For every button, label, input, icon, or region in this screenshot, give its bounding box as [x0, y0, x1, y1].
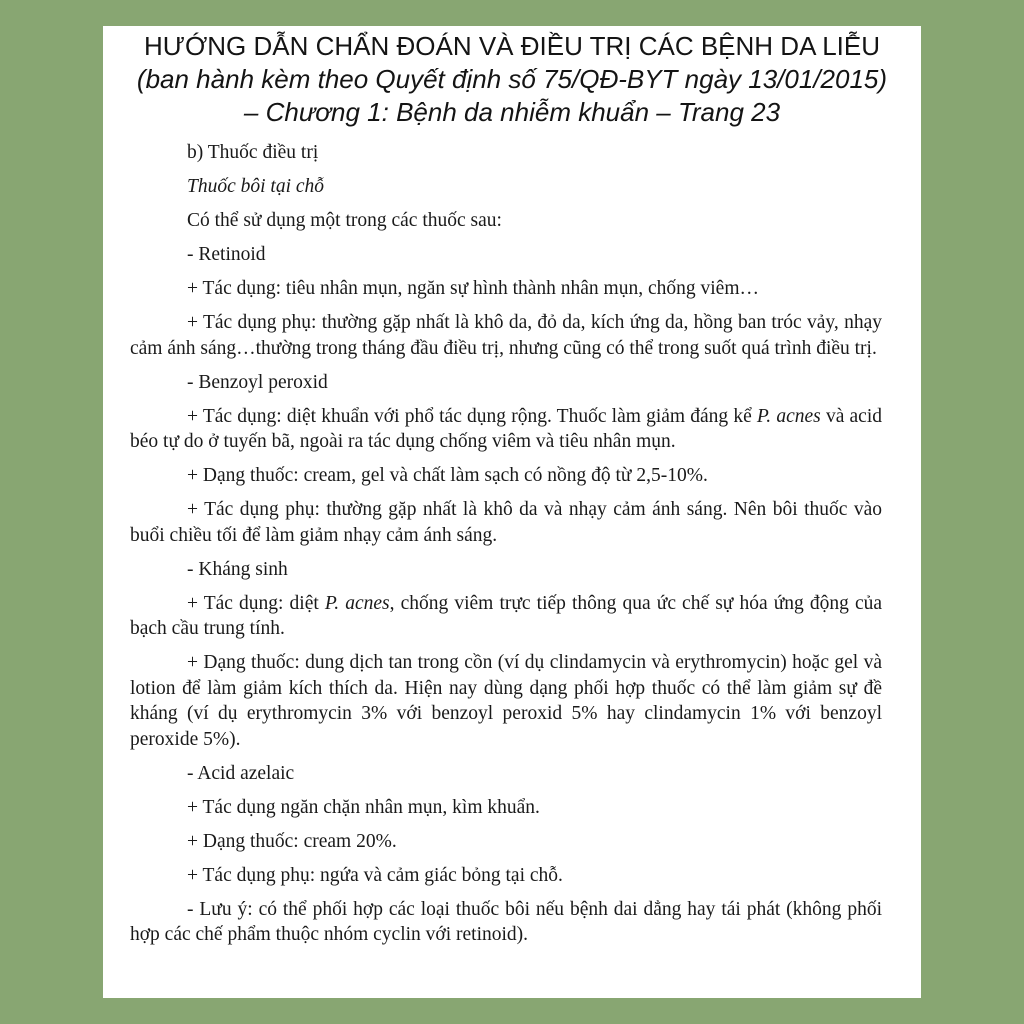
azelaic-form: + Dạng thuốc: cream 20%. — [187, 830, 397, 852]
section-heading: b) Thuốc điều trị — [187, 142, 319, 163]
antibiotic-title: - Kháng sinh — [187, 558, 288, 580]
azelaic-side-effect: + Tác dụng phụ: ngứa và cảm giác bỏng tại chỗ. — [187, 864, 563, 886]
subheading: Thuốc bôi tại chỗ — [187, 176, 325, 197]
benzoyl-effect-part-a: + Tác dụng: diệt khuẩn với phổ tác dụng rộng. Thuốc làm giảm đáng kể — [187, 405, 757, 427]
retinoid-side-effect: + Tác dụng phụ: thường gặp nhất là khô da, đỏ da, kích ứng da, hồng ban tróc vảy, nhạy cảm ánh sáng…thường trong tháng đầu điều trị, nhưng cũng có thể trong suốt quá trình điều trị. — [130, 312, 882, 359]
note-text: - Lưu ý: có thể phối hợp các loại thuốc bôi nếu bệnh dai dẳng hay tái phát (không phối hợp các chế phẩm thuộc nhóm cyclin với retinoid). — [130, 898, 882, 945]
antibiotic-effect-part-b: , chống viêm trực tiếp thông qua ức chế sự hóa ứng động của bạch cầu trung tính. — [130, 592, 883, 639]
intro-text: Có thể sử dụng một trong các thuốc sau: — [187, 210, 502, 231]
document-body — [130, 140, 882, 948]
azelaic-effect: + Tác dụng ngăn chặn nhân mụn, kìm khuẩn. — [187, 796, 540, 818]
retinoid-title: - Retinoid — [187, 244, 266, 265]
header-chapter: – Chương 1: Bệnh da nhiễm khuẩn – Trang 23 — [243, 97, 781, 127]
benzoyl-side-effect: + Tác dụng phụ: thường gặp nhất là khô da và nhạy cảm ánh sáng. Nên bôi thuốc vào buổi chiều tối để làm giảm nhạy cảm ánh sáng. — [130, 499, 882, 546]
azelaic-title: - Acid azelaic — [187, 762, 295, 784]
benzoyl-effect — [130, 404, 882, 455]
document-page — [103, 26, 921, 998]
antibiotic-form: + Dạng thuốc: dung dịch tan trong cồn (ví dụ clindamycin và erythromycin) hoặc gel và lotion để làm giảm kích thích da. Hiện nay dùng dạng phối hợp thuốc có thể làm giảm sự đề kháng (ví dụ erythromycin 3% với benzoyl peroxid 5% hay clindamycin 1% với benzoyl peroxide 5%). — [130, 652, 882, 750]
header-decision: (ban hành kèm theo Quyết định số 75/QĐ-BYT ngày 13/01/2015) — [136, 64, 888, 94]
benzoyl-title: - Benzoyl peroxid — [187, 371, 328, 393]
antibiotic-effect-part-a: + Tác dụng: diệt — [187, 592, 325, 614]
benzoyl-effect-part-b: và acid béo tự do ở tuyến bã, ngoài ra tác dụng chống viêm và tiêu nhân mụn. — [130, 405, 883, 452]
antibiotic-effect — [130, 591, 882, 642]
document-header — [103, 26, 921, 129]
header-title: HƯỚNG DẪN CHẨN ĐOÁN VÀ ĐIỀU TRỊ CÁC BỆNH DA LIỄU — [143, 31, 881, 61]
benzoyl-form: + Dạng thuốc: cream, gel và chất làm sạch có nồng độ từ 2,5-10%. — [187, 465, 708, 486]
benzoyl-effect-organism: P. acnes — [756, 405, 821, 427]
antibiotic-effect-organism: P. acnes — [324, 592, 390, 614]
retinoid-effect: + Tác dụng: tiêu nhân mụn, ngăn sự hình thành nhân mụn, chống viêm… — [187, 278, 759, 299]
